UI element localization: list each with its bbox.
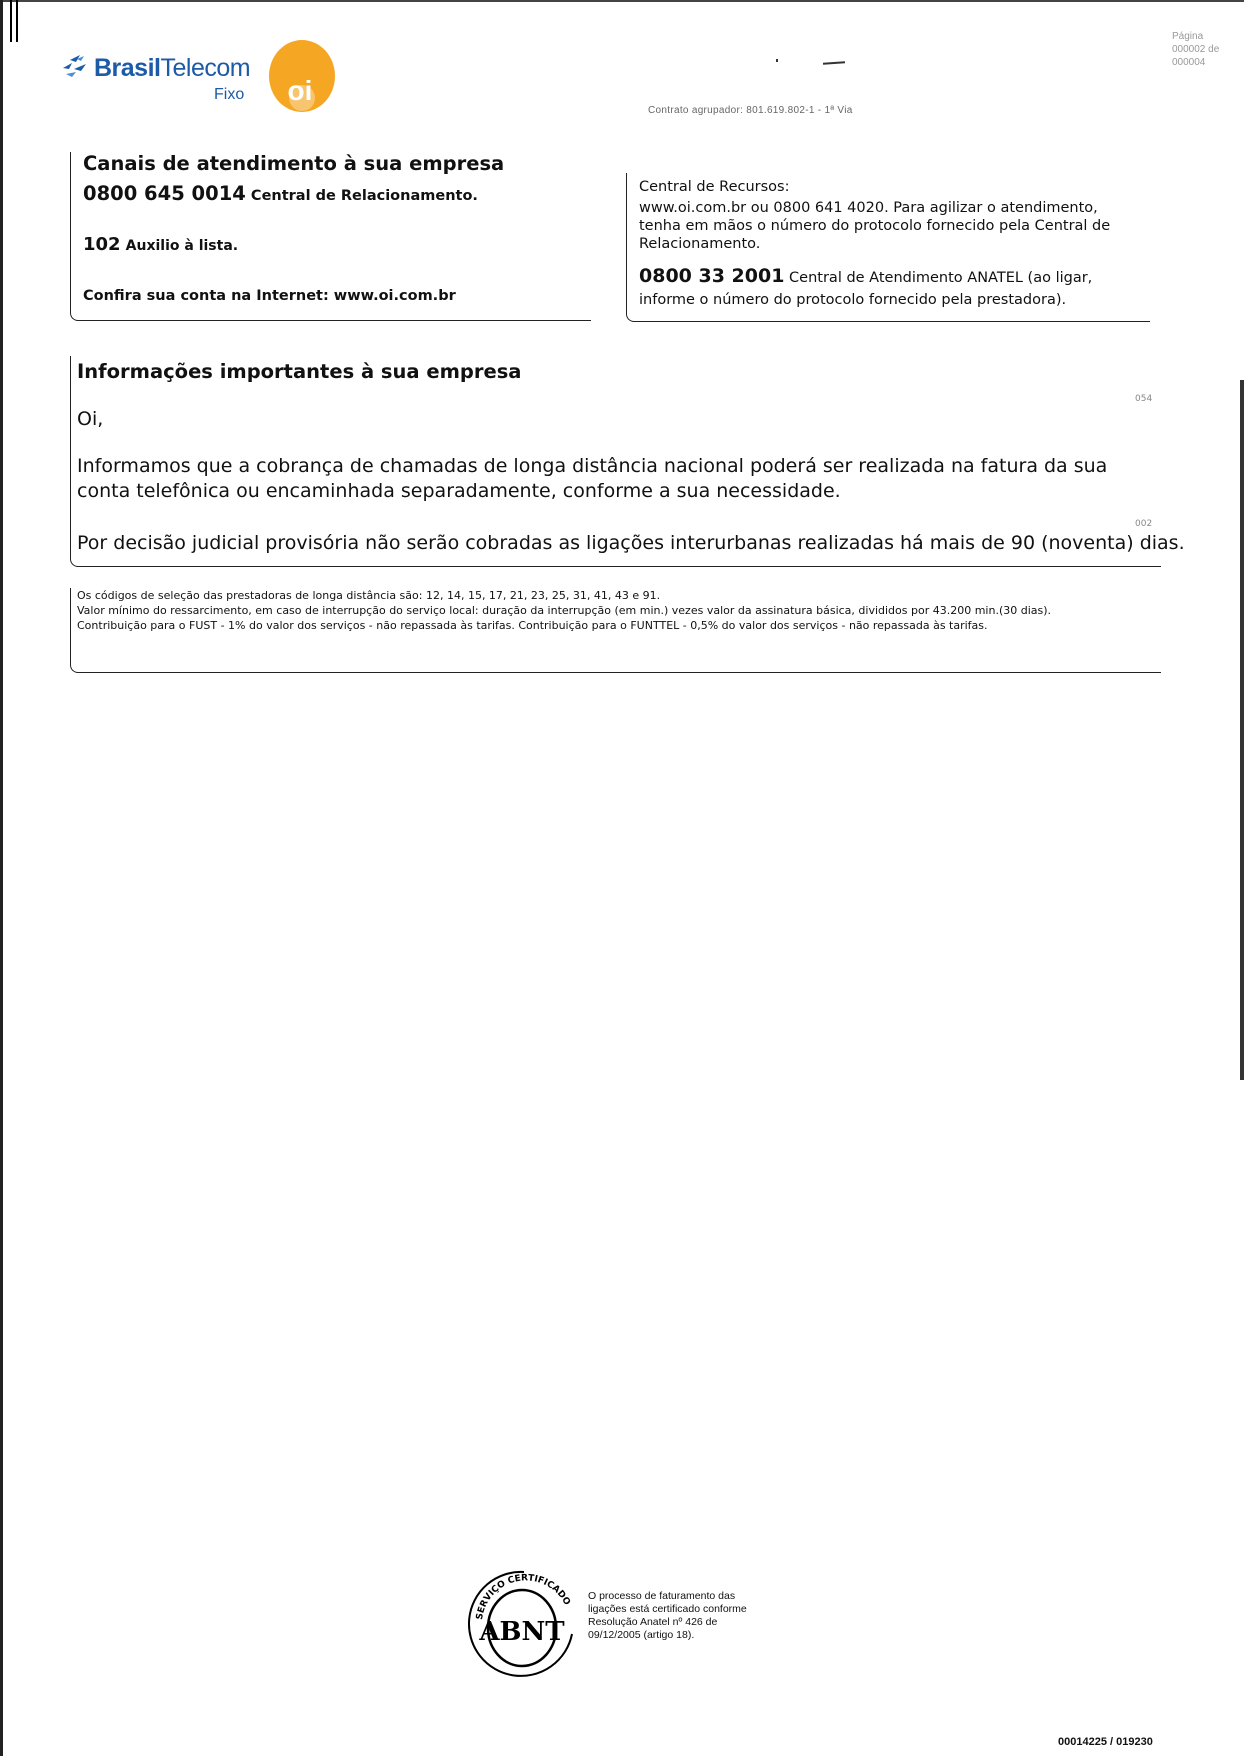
oi-logo	[264, 38, 336, 114]
message-code: 002	[1135, 519, 1153, 529]
fine-print-section	[70, 588, 1161, 673]
resources-text: www.oi.com.br ou 0800 641 4020. Para agilizar o atendimento, tenha em mãos o número do protocolo fornecido pela Central de Relacionamento.	[639, 200, 1111, 252]
internet-line: Confira sua conta na Internet: www.oi.com.br	[83, 288, 456, 304]
anatel-number: 0800 33 2001	[639, 265, 785, 287]
scan-edge-top	[0, 0, 1244, 2]
brasil-telecom-logo	[60, 46, 260, 116]
seal-top-text: SERVIÇO CERTIFICADO	[474, 1573, 572, 1621]
directory-number: 102	[83, 234, 121, 255]
scan-mark	[776, 59, 778, 62]
oi-logo-text: oi	[287, 75, 313, 106]
document-id: 00014225 / 019230	[1058, 1736, 1153, 1748]
fine-print-contributions: Contribuição para o FUST - 1% do valor dos serviços - não repassada às tarifas. Contribuição para o FUNTTEL - 0,5% do valor dos serviços - não repassada às tarifas.	[77, 619, 988, 632]
info-title: Informações importantes à sua empresa	[77, 360, 522, 383]
page-total: 000004	[1172, 57, 1206, 68]
contract-number: Contrato agrupador: 801.619.802-1 - 1ª Via	[648, 105, 853, 116]
anatel-line	[639, 265, 1144, 311]
service-channels-box	[70, 152, 591, 321]
resources-title: Central de Recursos:	[639, 179, 790, 195]
anatel-text: Central de Atendimento ANATEL (ao ligar, informe o número do protocolo fornecido pela prestadora).	[639, 270, 1093, 308]
scan-mark	[823, 61, 845, 65]
important-info-section	[70, 356, 1185, 567]
greeting: Oi,	[77, 408, 104, 430]
abnt-seal	[464, 1562, 584, 1686]
fine-print-refund: Valor mínimo do ressarcimento, em caso de interrupção do serviço local: duração da interrupção (em min.) vezes valor da assinatura básica, divididos por 43.200 min.(30 dias).	[77, 604, 1052, 617]
scan-edge-right	[1240, 380, 1244, 1080]
info-paragraph-court-decision: Por decisão judicial provisória não serão cobradas as ligações interurbanas realizadas há mais de 90 (noventa) dias.	[77, 532, 1185, 554]
page-number	[1172, 30, 1242, 69]
directory-label: Auxilio à lista.	[125, 238, 239, 254]
brasil-telecom-birds-icon	[60, 50, 90, 80]
directory-line	[83, 234, 238, 255]
scan-mark	[16, 0, 18, 42]
message-code: 054	[1135, 394, 1153, 404]
brand-subtitle: Fixo	[214, 86, 245, 103]
relationship-label: Central de Relacionamento.	[250, 188, 478, 204]
relationship-line	[83, 182, 478, 205]
page-label: Página	[1172, 31, 1204, 42]
resources-box	[626, 173, 1150, 322]
channels-title: Canais de atendimento à sua empresa	[83, 152, 505, 175]
fine-print-carrier-codes: Os códigos de seleção das prestadoras de longa distância são: 12, 14, 15, 17, 21, 23, 25, 31, 41, 43 e 91.	[77, 589, 661, 602]
scan-mark	[10, 0, 12, 42]
page-current: 000002 de	[1172, 44, 1220, 55]
relationship-number: 0800 645 0014	[83, 182, 246, 205]
brand-name: BrasilTelecom	[94, 54, 251, 82]
scan-edge-left	[0, 0, 3, 1756]
seal-center-text: ABNT	[479, 1617, 565, 1647]
seal-caption: O processo de faturamento das ligações está certificado conforme Resolução Anatel nº 426 de 09/12/2005 (artigo 18).	[588, 1590, 747, 1641]
info-paragraph-billing: Informamos que a cobrança de chamadas de longa distância nacional poderá ser realizada na fatura da sua conta telefônica ou encaminhada separadamente, conforme a sua necessidade.	[77, 455, 1108, 502]
